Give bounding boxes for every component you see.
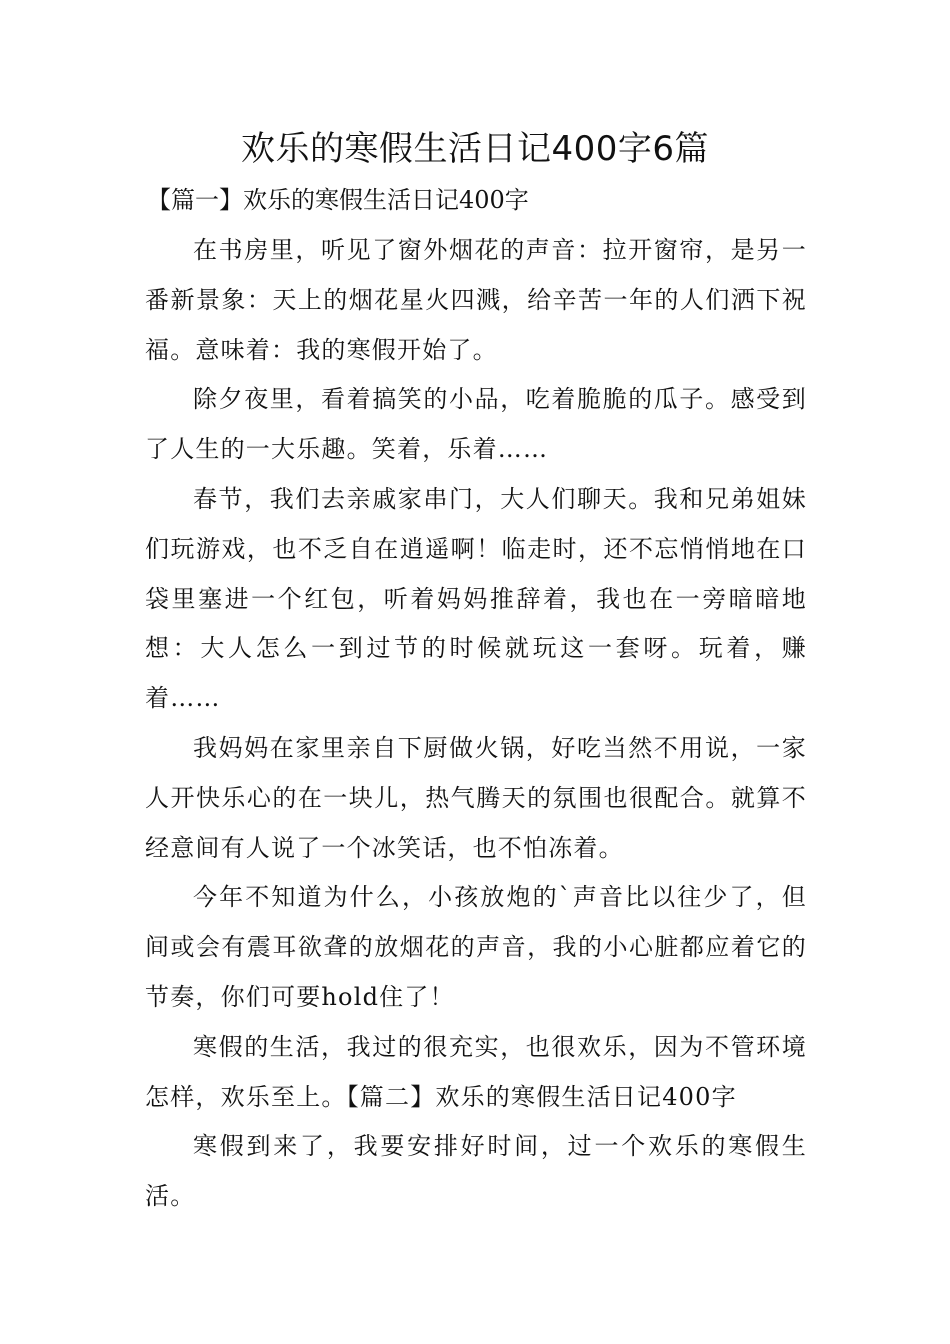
paragraph-3: 春节，我们去亲戚家串门，大人们聊天。我和兄弟姐妹们玩游戏，也不乏自在逍遥啊！临走时，还不忘悄悄地在口袋里塞进一个红包，听着妈妈推辞着，我也在一旁暗暗地想：大人怎么一到过节的时候就玩这一套呀。玩着，赚着…… xyxy=(145,484,807,713)
paragraph-4: 我妈妈在家里亲自下厨做火锅，好吃当然不用说，一家人开快乐心的在一块儿，热气腾天的氛围也很配合。就算不经意间有人说了一个冰笑话，也不怕冻着。 xyxy=(145,733,807,862)
paragraph-5: 今年不知道为什么，小孩放炮的`声音比以往少了，但间或会有震耳欲聋的放烟花的声音，我的小心脏都应着它的节奏，你们可要hold住了！ xyxy=(145,883,807,1011)
document-body xyxy=(145,226,807,1222)
document-title: 欢乐的寒假生活日记400字6篇 xyxy=(240,129,710,169)
paragraph-1: 在书房里，听见了窗外烟花的声音：拉开窗帘，是另一番新景象：天上的烟花星火四溅，给辛苦一年的人们洒下祝福。意味着：我的寒假开始了。 xyxy=(145,236,807,364)
paragraph-6: 寒假的生活，我过的很充实，也很欢乐，因为不管环境怎样，欢乐至上。【篇二】欢乐的寒假生活日记400字 xyxy=(145,1032,807,1111)
paragraph-2: 除夕夜里，看着搞笑的小品，吃着脆脆的瓜子。感受到了人生的一大乐趣。笑着，乐着…… xyxy=(145,385,807,464)
paragraph-7: 寒假到来了，我要安排好时间，过一个欢乐的寒假生活。 xyxy=(145,1132,807,1211)
section-heading: 【篇一】欢乐的寒假生活日记400字 xyxy=(147,186,529,214)
